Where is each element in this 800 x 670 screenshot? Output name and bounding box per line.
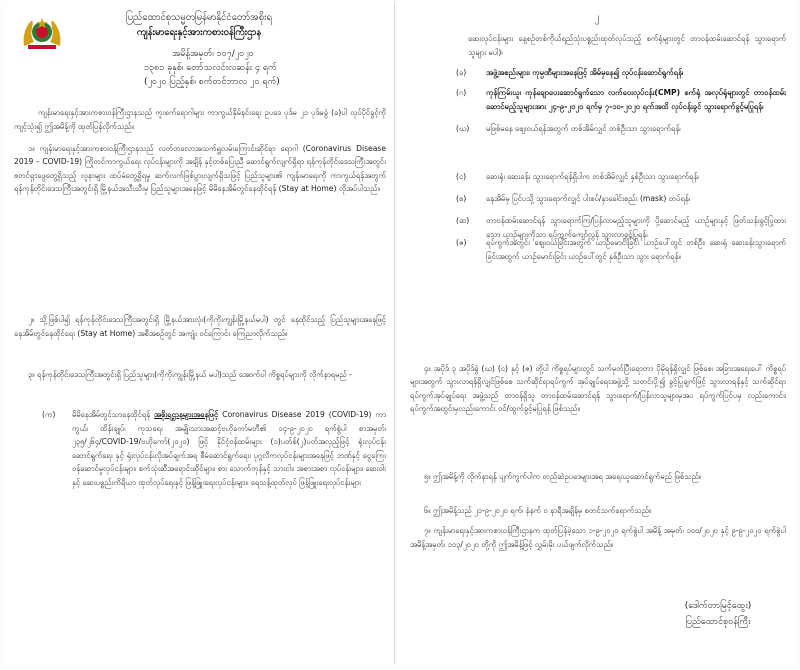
item-mark: (ဂ) xyxy=(456,88,467,97)
paragraph-2: ၂။ သို့ဖြစ်ပါ၍ ရန်ကုန်တိုင်းဒေသကြီးအတွင်းရှိ မြို့နယ်အားလုံး(ကိုကိုးကျွန်းမြို့နယ်မပါ) တွင် နေထိုင်သည့် ပြည်သူများအနေဖြင့် နေအိမ်တွင်နေထိုင်ရေး (Stay at Home) အစီအစဉ်တွင် အကျုံး ဝင်ကြောင်း ကြေညာလိုက်သည်။ xyxy=(14,315,386,338)
page-one xyxy=(4,2,395,664)
government-title: ပြည်ထောင်စုသမ္မတမြန်မာနိုင်ငံတော်အစိုးရ xyxy=(126,12,272,23)
item-mark: (ဃ) xyxy=(456,124,470,133)
item-text: Coronavirus Disease 2019 (COVID-19) ကာကွယ်၊ ထိန်းချုပ်၊ ကုသရေး အမျိုးသားအဆင့်ဗဟိုကော်မတီ၏ ၁၄-၉-၂၀၂၀ ရက်စွဲပါ စာအမှတ်၊ ၂၃၅/၂၆၄/COVID-19/ဗဟိုကော်(၂၀၂၀) ဖြင့် နိုင်ငံ့ဝန်ထမ်းများ (၁)ပတ်စ်(၂)ပတ်အလှည့်ဖြင့် ရုံးလုပ်ငန်းဆောင်ရွက်ရေး နှင့် ရုံးလုပ်ငန်းလိုအပ်ချက်အရ စီမံဆောင်ရွက်ရေး၊ ပုဂ္ဂလိကလုပ်ငန်းများအနေဖြင့် ဘဏ်နှင့် ငွေကြေးဝန်ဆောင်မှုလုပ်ငန်းများ၊ စက်သုံးဆီအရောင်းဆိုင်များ၊ စား သောက်ကုန်နှင့် သားငါး၊ အစားအစာ လုပ်ငန်းများ၊ ဆေးဝါးနှင့် ဆေးပစ္စည်းကိရိယာ ထုတ်လုပ်ရေးနှင့် ဖြန့်ဖြူးရေးလုပ်ငန်းများ၊ ရေသန့်ထုတ်လုပ် ဖြန့်ဖြူးရေးလုပ်ငန်းများ xyxy=(72,410,386,487)
item-mark: (ခ) xyxy=(456,68,467,77)
item-text: အဖွဲ့အစည်းများ၊ ကုမ္ပဏီများအနေဖြင့် အိမ်မှနေ၍ လုပ်ငန်းဆောင်ရွက်ရန်၊ xyxy=(486,68,684,77)
paragraph-7: ၇။ ကျန်းမာရေးနှင့်အားကစားဝန်ကြီးဌာနက ထုတ်ပြန်ခဲ့သော ၁-၉-၂၀၂၀ ရက်စွဲပါ အမိန့် အမှတ်၊ ၁၀၀/၂၀၂၀ နှင့် ၉-၉-၂၀၂၀ ရက်စွဲပါ အမိန့်အမှတ်၊ ၁၀၃/၂၀၂၀ တို့ကို ဤအမိန့်ဖြင့် လွှမ်းမိုး ပယ်ဖျက်လိုက်သည်။ xyxy=(410,526,786,549)
date-myanmar: ၁၃၈၁ ခုနှစ်၊ တော်သလင်းလဆန်း ၄ ရက် xyxy=(144,63,277,73)
paragraph-1: ၁။ ကျန်းမာရေးနှင့်အားကစားဝန်ကြီးဌာနသည် လတ်တလောအသက်ရှူလမ်းကြောင်းဆိုင်ရာ ရောဂါ (Coronavirus Disease 2019 – COVID-19) ကြိုတင်ကာကွယ်ရေး လုပ်ငန်းများကို အချိန် နှင့်တစ်ပြေးညီ ဆောင်ရွက်လျက်ရှိရာ ရန်ကုန်တိုင်းဒေသကြီးအတွင်း စတင်ရှာဖွေတွေ့ရှိသည့် လူနာများ ထပ်မံတွေ့ရှိရမှု ဆက်လက်ဖြစ်ပွားလျက်ရှိသဖြင့် ပြည်သူများ၏ ကျန်းမာရေးကို ကာကွယ်ရန်အတွက် ရန်ကုန်တိုင်းဒေသကြီးအတွင်းရှိ မြို့နယ်အသီးသီးမှ ပြည်သူများအနေဖြင့် မိမိနေအိမ်တွင်နေထိုင်ရန် (Stay at Home) လိုအပ်ပါသည်။ xyxy=(14,144,386,194)
signature-title: ပြည်ထောင်စုဝန်ကြီး xyxy=(685,617,751,627)
item-text: နေအိမ်မှ ပြင်ပသို့ သွားရောက်လျှင် ပါးစပ်/နှာခေါင်းစည်း (mask) တပ်ရန်၊ xyxy=(486,194,690,203)
list-item xyxy=(456,192,786,212)
date-gregorian: (၂၀၂၀ ပြည့်နှစ်၊ စက်တင်ဘာလ ၂၀ ရက်) xyxy=(144,77,280,87)
item-mark: (ဇ) xyxy=(456,238,467,247)
signature-name: (ဒေါက်တာမြင့်ထွေး) xyxy=(684,601,752,611)
item-emphasis: အစိုးရဌာနများအနေဖြင့် xyxy=(153,410,219,419)
list-item xyxy=(456,170,786,190)
intro-paragraph: ကျန်းမာရေးနှင့်အားကစားဝန်ကြီးဌာနသည် ကူးစက်ရောဂါများ ကာကွယ်နှိမ်နင်းရေး ဥပဒေ ပုဒ်မ ၂၁ ပုဒ်မခွဲ (ခ)ပါ လုပ်ပိုင်ခွင့်ကို ကျင့်သုံး၍ ဤအမိန့်ကို ထုတ်ပြန်လိုက်သည်။ xyxy=(14,108,386,131)
item-text: ကုန်ကြမ်းယူ၊ ကုန်ချောပေးဆောင်ရွက်သော လက်ဝေးလုပ်ငန်း(CMP) စက်ရုံ အလုပ်ရုံများတွင် တာဝန်ထမ်းဆောင်မည့်သူများအား ၂၄-၉-၂၀၂၀ ရက်မှ ၇-၁၀-၂၀၂၀ ရက်အထိ လုပ်ငန်းခွင် သွားရောက်ခွင့်မပြုရန်၊ xyxy=(486,88,786,111)
ministry-title: ကျန်းမာရေးနှင့်အားကစားဝန်ကြီးဌာန xyxy=(136,27,262,38)
item-text: မဖြစ်မနေ စျေးဝယ်ရန်အတွက် တစ်အိမ်လျှင် တစ်ဦးသာ သွားရောက်ရန်၊ xyxy=(486,124,681,133)
list-item xyxy=(456,122,786,142)
order-number: အမိန့်အမှတ်၊ ၁၀၇/၂၀၂၀ xyxy=(172,49,254,59)
item-text: တာဝန်ထမ်းဆောင်ရန် သွားရောက်ကြ/ပြန်လာမည့်သူများကို ပို့ဆောင်မည့် ယာဉ်များနှင့် ဖြတ်သန်းခွင့်ပြုထားသော ယာဉ်များကိုသာ ရပ်ကွက်ကျော်လွန် သွားလာခွင့်ပြုရန်၊ xyxy=(486,216,786,239)
item-mark: (က) xyxy=(42,410,56,419)
item-mark: (င) xyxy=(456,172,467,181)
list-item xyxy=(456,236,786,282)
list-item xyxy=(456,66,786,86)
paragraph-6: ၆။ ဤအမိန့်သည် ၂၁-၉-၂၀၂၀ ရက်၊ နံနက် ၀ နာရီအချိန်မှ စတင်သက်ရောက်သည်။ xyxy=(424,506,652,515)
paragraph-5: ၅။ ဤအမိန့်ကို လိုက်နာရန် ပျက်ကွက်ပါက တည်ဆဲဥပဒေများအရ အရေးယူဆောင်ရွက်မည် ဖြစ်သည်။ xyxy=(424,472,702,481)
item-mark: (စ) xyxy=(456,194,467,203)
continued-text: ဆေးလုပ်ငန်းများ နေ့စဉ်တစ်ကိုယ်ရည်သုံးပစ္စည်းထုတ်လုပ်သည့် စက်ရုံများတွင် တာဝန်ထမ်းဆောင်ရန် သွားရောက်သူများ မပါ)၊ xyxy=(468,34,786,57)
paragraph-3: ၃။ ရန်ကုန်တိုင်းဒေသကြီးအတွင်းရှိ ပြည်သူများ(ကိုကိုးကျွန်းမြို့နယ် မပါ)သည် အောက်ပါ ကိစ္စရပ်များကို လိုက်နာရမည် - xyxy=(28,370,352,379)
item-mark: (ဆ) xyxy=(456,216,470,225)
item-text: ရပ်ကွက်အတွင်း စျေးဝယ်ခြင်းအတွက် ယာဉ်မောင်းခြင်း ယာဉ်ပေါ်တွင် တစ်ဦး၊ ဆေးရုံ ဆေးခန်းသွားရောက်ခြင်းအတွက် ယာဉ်မောင်းခြင်း ယာဉ်ပေါ်တွင် နှစ်ဦးသာ သွား ရောက်ရန်။ xyxy=(486,238,786,261)
paragraph-4: ၄။ အပိုဒ် ၃ အပိုဒ်ခွဲ (ဃ) (င) နှင့် (ဇ) တို့ပါ ကိစ္စရပ်များတွင် သက်မှတ်ပြီးရောတာ ပိုမိုရန်ရှိလျှင် ဖြစ်စေ၊ အခြားအရေးပေါ် ကိစ္စရပ်များအတွက် သွားလာရန်ရှိလျှင်ဖြစ်စေ သက်ဆိုင်ရာရပ်ကွက် အုပ်ချုပ်ရေးအဖွဲ့သို့ သတင်းပို့၍ ခွင့်ပြုချက်ဖြင့် သွားလာရန်နှင့် သက်ဆိုင်ရာရပ်ကွက်အုပ်ချုပ်ရေး အဖွဲ့သည် တာဝန်ရှိသူ တာဝန်ထမ်းဆောင်ရန် သွားရောက်/ပြန်လာသူများမှအပ ရပ်ကွက်ပြင်ပမှ လည်းကောင်း၊ ရပ်ကွက်အတွင်းမှလည်းကောင်း ဝင်/ထွက်ခွင့်မပြုရန် ဖြစ်သည်။ xyxy=(410,364,786,414)
list-item-ka xyxy=(42,408,386,648)
item-body xyxy=(72,408,386,490)
page-two xyxy=(398,2,796,664)
item-text: ဆေးရုံ၊ ဆေးခန်း သွားရောက်ရန်ရှိပါက တစ်အိမ်လျှင် နှစ်ဦးသာ သွားရောက်ရန်၊ xyxy=(486,172,699,181)
page-number: ၂ xyxy=(594,12,600,23)
item-lead: မိမိနေအိမ်တွင်သာနေထိုင်ရန် xyxy=(72,410,151,419)
